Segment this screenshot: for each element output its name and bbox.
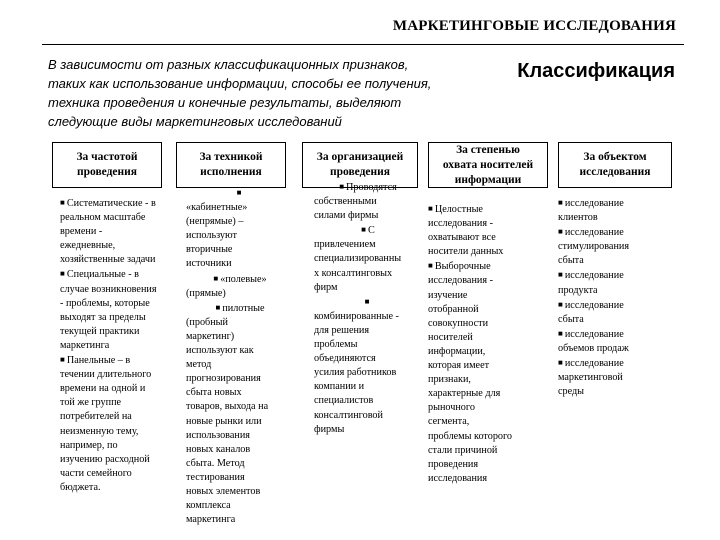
item-line: потребителей на	[60, 411, 132, 423]
list-item	[558, 356, 678, 399]
item-line: сбыта новых	[186, 387, 242, 399]
bullet-icon: ■	[364, 296, 370, 306]
list-item	[558, 225, 678, 268]
column-header-line: информации	[454, 173, 522, 186]
bullet-icon: ■	[558, 270, 563, 280]
item-line: реальном масштабе	[60, 212, 146, 224]
column-body-object	[558, 196, 678, 399]
column-header-object	[558, 142, 672, 188]
item-line: новых элементов	[186, 485, 261, 497]
column-header-line: исследования	[579, 166, 651, 178]
item-line: характерные для	[428, 388, 501, 400]
item-line: неизменную тему,	[60, 425, 139, 437]
item-line: проблемы	[314, 339, 358, 351]
item-line: случае возникновения	[60, 283, 157, 295]
list-item	[558, 268, 678, 297]
item-line: используют	[186, 230, 237, 242]
item-line: исследование	[564, 227, 624, 239]
item-line: Выборочные	[434, 261, 491, 273]
bullet-icon: ■	[215, 302, 221, 312]
item-line: ежедневные,	[60, 240, 116, 252]
item-line: части семейного	[60, 467, 132, 479]
intro-line: таких как использование информации, способы ее получения,	[48, 76, 432, 91]
item-line: исследование	[564, 299, 624, 311]
item-line: хозяйственные задачи	[60, 254, 156, 266]
item-line: отобранной	[428, 303, 479, 315]
item-line: охватывают все	[428, 232, 496, 244]
column-body-coverage	[428, 202, 540, 486]
item-line: комплекса	[186, 500, 231, 512]
item-line: используют как	[186, 345, 254, 357]
item-line: тестирования	[186, 471, 245, 483]
item-line: «полевые»	[220, 273, 267, 285]
bullet-icon: ■	[558, 227, 563, 237]
item-line: клиентов	[558, 212, 598, 224]
bullet-icon: ■	[236, 188, 242, 197]
item-line: рыночного	[428, 402, 475, 414]
item-line: бюджета.	[60, 481, 101, 493]
column-header-line: За объектом	[583, 151, 647, 163]
item-line: течении длительного	[60, 369, 152, 381]
column-body-organization	[314, 180, 422, 437]
column-body-technique	[186, 186, 294, 527]
item-line: исследование	[564, 358, 624, 370]
item-line: маркетинг)	[186, 330, 235, 342]
item-line: Специальные - в	[66, 269, 139, 281]
item-line: исследования -	[428, 218, 493, 230]
item-line: сбыта	[558, 255, 584, 267]
header-divider	[42, 44, 684, 45]
item-line: (пробный	[186, 316, 228, 328]
bullet-icon: ■	[558, 328, 563, 338]
item-line: носителей	[428, 331, 473, 343]
list-item	[60, 196, 178, 267]
list-item	[186, 272, 294, 301]
list-item	[314, 295, 422, 437]
item-line: вторичные	[186, 244, 233, 256]
item-line: привлечением	[314, 239, 376, 251]
bullet-icon: ■	[428, 204, 433, 213]
item-line: Проводятся	[346, 182, 397, 193]
list-item	[428, 202, 540, 259]
classification-heading: Классификация	[517, 60, 675, 82]
bullet-icon: ■	[558, 198, 563, 207]
item-line: среды	[558, 386, 585, 398]
item-line: х консалтинговых	[314, 267, 393, 279]
column-header-line: проведения	[329, 166, 391, 178]
item-line: новые рынки или	[186, 415, 262, 427]
bullet-icon: ■	[213, 273, 219, 283]
item-line: времени -	[60, 226, 103, 238]
bullet-icon: ■	[558, 358, 563, 368]
intro-line: следующие виды маркетинговых исследований	[48, 114, 342, 129]
item-line: времени на одной и	[60, 383, 146, 395]
item-line: Целостные	[434, 204, 483, 215]
item-line: текущей практики	[60, 325, 140, 337]
column-header-technique	[176, 142, 286, 188]
item-line: метод	[186, 359, 212, 371]
item-line: усилия работников	[314, 367, 397, 379]
item-line: фирмы	[314, 423, 345, 435]
item-line: «кабинетные»	[186, 202, 248, 214]
item-line: проблемы которого	[428, 430, 513, 442]
item-line: Систематические - в	[66, 198, 156, 209]
item-line: которая имеет	[428, 360, 490, 372]
bullet-icon: ■	[60, 198, 65, 207]
bullet-icon: ■	[339, 182, 345, 191]
item-line: исследование	[564, 270, 624, 282]
item-line: той же группе	[60, 397, 122, 409]
item-line: (прямые)	[186, 287, 226, 299]
list-item	[558, 327, 678, 356]
list-item	[186, 186, 294, 272]
bullet-icon: ■	[60, 355, 65, 365]
item-line: стали причиной	[428, 444, 498, 456]
item-line: силами фирмы	[314, 210, 379, 222]
item-line: собственными	[314, 196, 377, 208]
item-line: компании и	[314, 381, 365, 393]
item-line: специализированны	[314, 253, 402, 265]
item-line: сегмента,	[428, 416, 470, 428]
column-header-line: исполнения	[200, 166, 262, 178]
item-line: стимулирования	[558, 241, 630, 253]
list-item	[558, 298, 678, 327]
bullet-icon: ■	[361, 225, 367, 235]
item-line: признаки,	[428, 374, 471, 386]
item-line: сбыта. Метод	[186, 457, 245, 469]
column-header-line: За частотой	[76, 151, 138, 163]
item-line: информации,	[428, 345, 486, 357]
item-line: источники	[186, 258, 232, 270]
list-item	[428, 259, 540, 486]
item-line: использования	[186, 429, 250, 441]
item-line: маркетинга	[60, 339, 110, 351]
item-line: С	[368, 225, 375, 237]
column-header-line: За степенью	[456, 143, 520, 156]
item-line: - проблемы, которые	[60, 297, 150, 309]
item-line: маркетинга	[186, 514, 236, 526]
item-line: пилотные	[222, 302, 265, 314]
item-line: Панельные – в	[66, 355, 131, 367]
item-line: специалистов	[314, 395, 374, 407]
item-line: новых каналов	[186, 443, 251, 455]
item-line: объемов продаж	[558, 342, 629, 354]
bullet-icon: ■	[60, 269, 65, 279]
intro-text	[48, 55, 478, 131]
item-line: исследование	[564, 328, 624, 340]
item-line: исследования -	[428, 275, 493, 287]
column-header-line: За организацией	[316, 151, 404, 163]
item-line: товаров, выхода на	[186, 401, 269, 413]
list-item	[314, 223, 422, 294]
item-line: носители данных	[428, 246, 504, 258]
list-item	[60, 353, 178, 495]
item-line: для решения	[314, 324, 370, 336]
list-item	[186, 301, 294, 528]
column-header-line: За техникой	[199, 151, 263, 163]
intro-line: техника проведения и конечные результаты, выделяют	[48, 95, 402, 110]
item-line: выходят за пределы	[60, 311, 146, 323]
item-line: изучение	[428, 289, 468, 301]
column-header-line: охвата носителей	[442, 158, 534, 171]
bullet-icon: ■	[428, 261, 433, 271]
item-line: (непрямые) –	[186, 216, 244, 228]
list-item	[314, 180, 422, 223]
page-title: МАРКЕТИНГОВЫЕ ИССЛЕДОВАНИЯ	[392, 18, 676, 34]
bullet-icon: ■	[558, 299, 563, 309]
item-line: комбинированные -	[314, 310, 399, 322]
list-item	[558, 196, 678, 225]
item-line: исследование	[564, 198, 624, 209]
item-line: проведения	[428, 458, 479, 470]
list-item	[60, 267, 178, 353]
column-body-frequency	[60, 196, 178, 495]
column-header-line: проведения	[76, 166, 138, 178]
item-line: совокупности	[428, 317, 489, 329]
column-header-coverage	[428, 142, 548, 188]
item-line: исследования	[428, 472, 488, 484]
item-line: например, по	[60, 439, 118, 451]
item-line: объединяются	[314, 353, 376, 365]
item-line: фирм	[314, 281, 338, 293]
item-line: консалтинговой	[314, 409, 383, 421]
item-line: продукта	[558, 284, 598, 296]
item-line: прогнозирования	[186, 373, 261, 385]
column-header-frequency	[52, 142, 162, 188]
item-line: сбыта	[558, 313, 584, 325]
intro-line: В зависимости от разных классификационных признаков,	[48, 57, 409, 72]
item-line: маркетинговой	[558, 372, 623, 384]
item-line: изучению расходной	[60, 453, 150, 465]
